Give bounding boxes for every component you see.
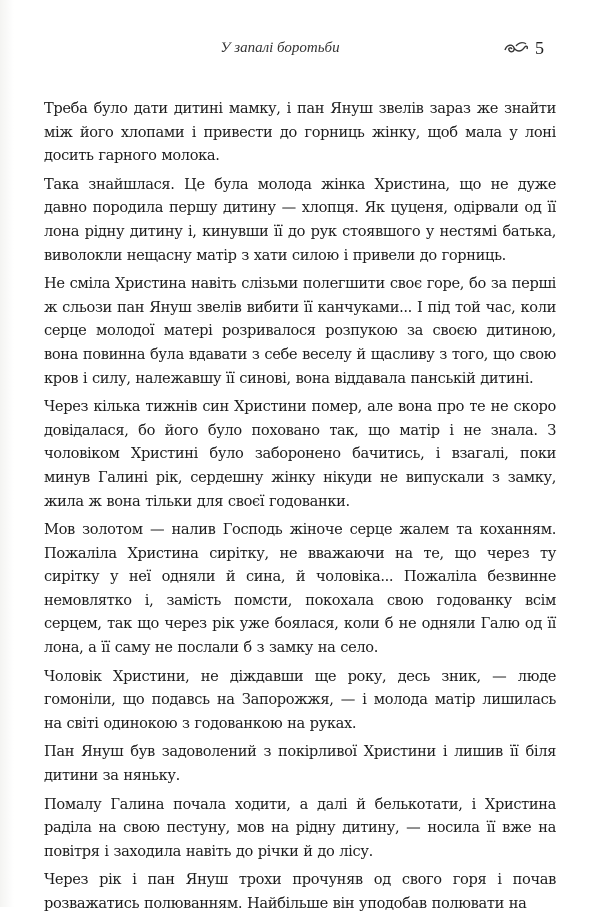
paragraph: Треба було дати дитині мамку, і пан Януш звелів зараз же знайти між його хлопами і привести до горниць жінку, щоб мала у лоні досить гарного молока. (44, 100, 556, 165)
paragraph: Через кілька тижнів син Христини помер, але вона про те не скоро довідалася, бо його було поховано так, що матір і не знала. З чоловіком Христині було заборонено бачитись, і взагалі, поки минув Галині рік, сердешну жінку нікуди не випускали з замку, жила ж вона тільки для своєї годованки. (44, 398, 556, 510)
running-header (0, 38, 600, 60)
paragraph: Через рік і пан Януш трохи прочуняв од свого горя і почав розважатись полюванням. Найбільше він уподобав полювати на (44, 871, 556, 912)
paragraph: Помалу Галина почала ходити, а далі й белькотати, і Христина раділа на свою пестуну, мов на рідну дитину, — носила її вже на повітря і заходила навіть до річки й до лісу. (44, 795, 556, 860)
paragraph: Така знайшлася. Це була молода жінка Христина, що не дуже давно породила першу дитину — хлопця. Як цуценя, одірвали од її лона рідну дитину і, кинувши її до рук стоявшого у нестямі батька, виволокли нещасну матір з хати силою і привели до горниць. (44, 175, 556, 264)
body-text (44, 97, 556, 921)
running-title: У запалі боротьби (220, 40, 340, 56)
page-number: 5 (535, 38, 544, 58)
paragraph: Мов золотом — налив Господь жіноче серце жалем та коханням. Пожаліла Христина сирітку, не вважаючи на те, що через ту сирітку у неї одняли й сина, й чоловіка... Пожаліла безвинне немовлятко і, замість помсти, покохала свою годованку всім серцем, так що через рік уже боялася, коли б не одняли Галю од її лона, а її саму не послали б з замку на село. (44, 521, 556, 657)
paragraph: Чоловік Христини, не діждавши ще року, десь зник, — люде гомоніли, що подавсь на Запорожжя, — і молода матір лишилась на світі одинокою з годованкою на руках. (44, 667, 556, 732)
paragraph: Не сміла Христина навіть слізьми полегшити своє горе, бо за перші ж сльози пан Януш звелів вибити її канчуками... І під той час, коли серце молодої матері розривалося розпукою за своєю дитиною, вона повинна була вдавати з себе веселу й щасливу з того, що свою кров і силу, належавшу її синові, вона віддавала панській дитині. (44, 275, 556, 387)
scroll-ornament-icon (503, 40, 529, 56)
paragraph: Пан Януш був задоволений з покірливої Христини і лишив її біля дитини за няньку. (44, 743, 556, 785)
